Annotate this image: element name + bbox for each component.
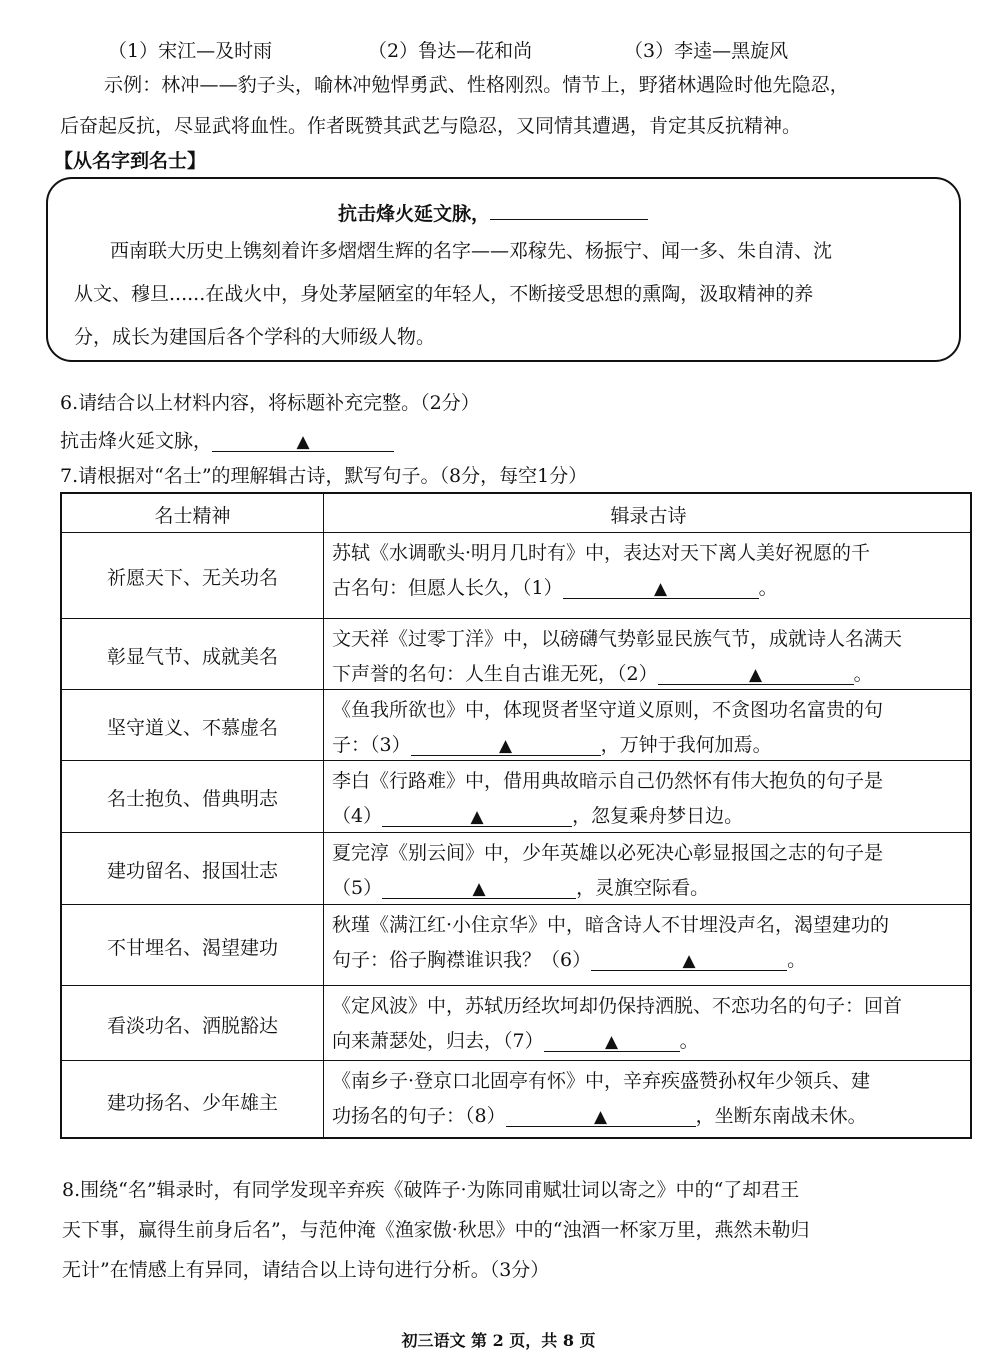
poem-cell-line-2 [332,1101,867,1128]
poem-suffix: 。 [853,663,873,685]
triangle-marker-icon: ▲ [594,1107,608,1127]
answer-blank-3[interactable] [411,736,601,756]
poem-suffix: ，坐断东南战未休。 [695,1105,867,1127]
answer-blank-6[interactable] [591,951,787,971]
spirit-cell: 看淡功名、洒脱豁达 [106,1014,278,1037]
poem-suffix: 。 [787,949,807,971]
poem-prefix: （5） [332,877,383,899]
poem-suffix: ，万钟于我何加焉。 [600,734,772,756]
header-spirit: 名士精神 [154,505,231,527]
poem-prefix: 子：（3） [332,734,411,756]
column-divider [323,494,324,1137]
poem-prefix: 下声誉的名句：人生自古谁无死，（2） [332,663,658,685]
q8-line-1: 8.围绕“名”辑录时，有同学发现辛弃疾《破阵子·为陈同甫赋壮词以寄之》中的“了却君王 [62,1179,800,1201]
q7-prompt: 7.请根据对“名士”的理解辑古诗，默写句子。（8分，每空1分） [60,465,588,487]
option-1: （1）宋江—及时雨 [108,40,273,62]
poem-suffix: ，忽复乘舟梦日边。 [572,805,744,827]
spirit-cell: 坚守道义、不慕虚名 [106,716,278,739]
answer-blank-2[interactable] [658,665,854,685]
material-line-3: 分，成长为建国后各个学科的大师级人物。 [74,326,436,348]
poem-cell-line-1: 《定风波》中，苏轼历经坎坷却仍保持洒脱、不恋功名的句子：回首 [332,995,903,1017]
row-divider [62,1060,970,1061]
triangle-marker-icon: ▲ [654,579,668,599]
triangle-marker-icon: ▲ [749,665,763,685]
spirit-cell: 建功留名、报国壮志 [106,860,278,882]
answer-blank-1[interactable] [563,579,759,599]
triangle-marker-icon: ▲ [605,1032,619,1052]
poem-prefix: （4） [332,805,383,827]
option-2: （2）鲁达—花和尚 [368,40,533,62]
poem-prefix: 句子：俗子胸襟谁识我？（6） [332,949,592,971]
row-divider [62,832,970,833]
answer-blank-8[interactable] [506,1107,696,1127]
q6-answer-blank[interactable] [212,432,394,452]
example-line-2: 后奋起反抗，尽显武将血性。作者既赞其武艺与隐忍，又同情其遭遇，肯定其反抗精神。 [60,115,802,137]
poem-cell-line-1: 夏完淳《别云间》中，少年英雄以必死决心彰显报国之志的句子是 [332,842,884,864]
spirit-cell: 建功扬名、少年雄主 [106,1091,278,1114]
poem-cell-line-2 [332,801,743,828]
triangle-marker-icon: ▲ [472,879,486,899]
poem-cell-line-2 [332,730,772,757]
poem-cell-line-1: 李白《行路难》中，借用典故暗示自己仍然怀有伟大抱负的句子是 [332,770,884,792]
triangle-marker-icon: ▲ [499,736,513,756]
spirit-cell: 彰显气节、成就美名 [106,645,278,668]
poem-suffix: 。 [758,577,778,599]
material-line-2: 从文、穆旦......在战火中，身处茅屋陋室的年轻人，不断接受思想的熏陶，汲取精神的养 [74,283,814,305]
section-title: 【从名字到名士】 [54,150,207,172]
poem-cell-line-1: 《南乡子·登京口北固亭有怀》中，辛弃疾盛赞孙权年少领兵、建 [332,1070,871,1092]
row-divider [62,985,970,986]
spirit-cell: 名士抱负、借典明志 [106,788,278,810]
triangle-marker-icon: ▲ [470,807,484,827]
poem-table [60,492,972,1139]
triangle-marker-icon: ▲ [682,951,696,971]
poem-cell-line-2 [332,1026,699,1053]
poem-suffix: 。 [679,1030,699,1052]
q6-prompt: 6.请结合以上材料内容，将标题补充完整。（2分） [60,392,480,414]
q6-answer-line: 抗击烽火延文脉， ▲ [60,426,394,453]
poem-cell-line-1: 文天祥《过零丁洋》中，以磅礴气势彰显民族气节，成就诗人名满天 [332,628,903,650]
poem-prefix: 古名句：但愿人长久，（1） [332,577,563,599]
row-divider [62,618,970,619]
poem-cell-line-2 [332,873,709,900]
header-poems: 辑录古诗 [610,505,687,527]
row-divider [62,904,970,905]
poem-cell-line-2 [332,659,873,686]
answer-blank-7[interactable] [544,1032,680,1052]
example-line-1: 示例：林冲——豹子头，喻林冲勉悍勇武、性格刚烈。情节上，野猪林遇险时他先隐忍， [104,74,849,96]
poem-suffix: ，灵旗空际看。 [576,877,710,899]
material-title: 抗击烽火延文脉， [338,199,648,226]
row-divider [62,532,970,533]
answer-blank-5[interactable] [382,879,576,899]
material-line-1: 西南联大历史上镌刻着许多熠熠生辉的名字——邓稼先、杨振宁、闻一多、朱自清、沈 [110,240,833,262]
poem-cell-line-1: 秋瑾《满江红·小住京华》中，暗含诗人不甘埋没声名，渴望建功的 [332,914,890,936]
row-divider [62,760,970,761]
row-divider [62,689,970,690]
material-title-blank[interactable] [490,205,648,220]
spirit-cell: 不甘埋名、渴望建功 [106,936,278,959]
poem-cell-line-1: 《鱼我所欲也》中，体现贤者坚守道义原则，不贪图功名富贵的句 [332,699,884,721]
poem-cell-line-2 [332,945,806,972]
spirit-cell: 祈愿天下、无关功名 [106,567,278,589]
poem-cell-line-1: 苏轼《水调歌头·明月几时有》中，表达对天下离人美好祝愿的千 [332,542,871,564]
answer-blank-4[interactable] [382,807,572,827]
option-3: （3）李逵—黑旋风 [624,40,789,62]
page-footer: 初三语文 第 2 页，共 8 页 [401,1331,596,1350]
q8-line-3: 无计”在情感上有异同，请结合以上诗句进行分析。（3分） [62,1259,550,1281]
triangle-marker-icon: ▲ [296,432,310,452]
poem-prefix: 向来萧瑟处，归去，（7） [332,1030,544,1052]
poem-cell-line-2 [332,573,778,600]
poem-prefix: 功扬名的句子：（8） [332,1105,506,1127]
q8-line-2: 天下事，赢得生前身后名”，与范仲淹《渔家傲·秋思》中的“浊酒一杯家万里，燕然未勒归 [62,1219,810,1241]
